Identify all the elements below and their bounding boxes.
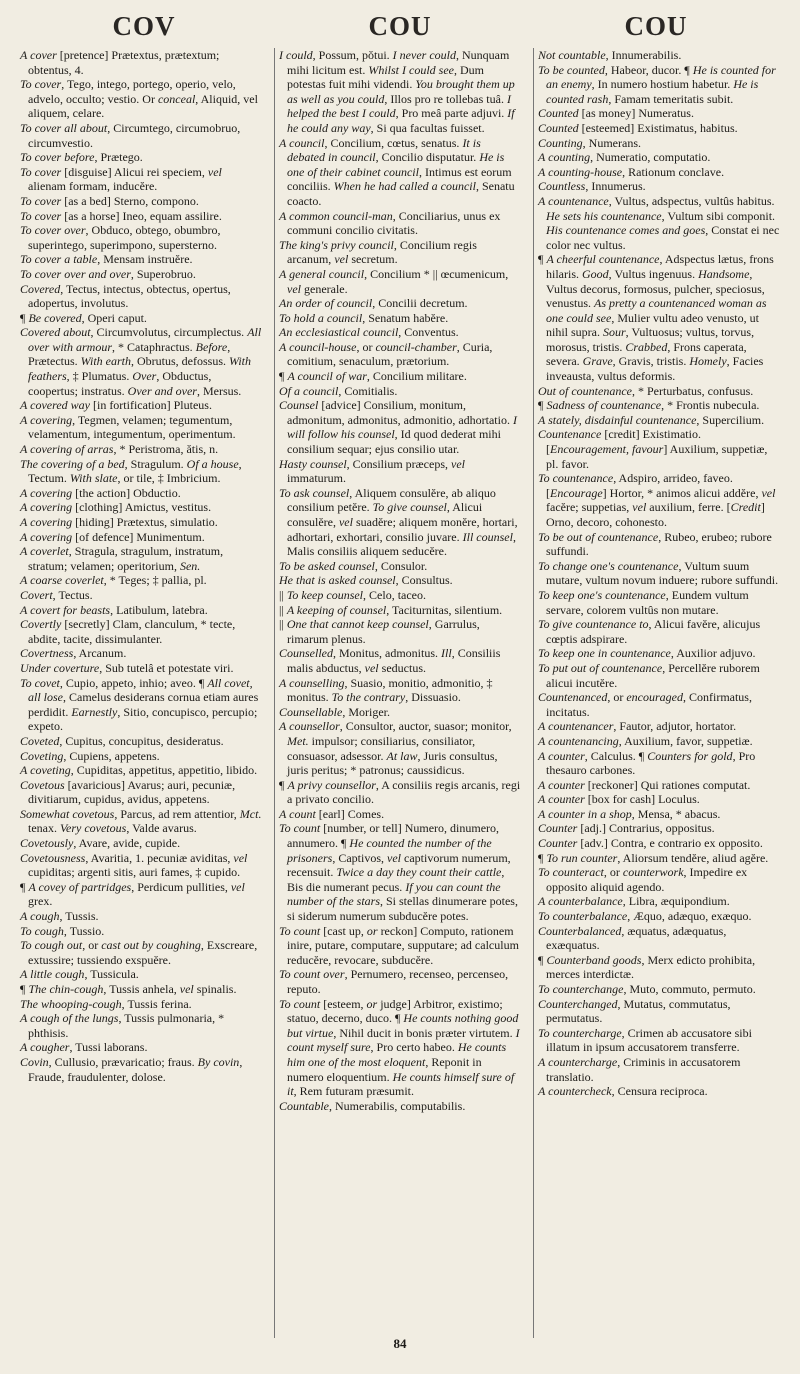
dictionary-entry: Countenanced, or encouraged, Confirmatus, incitatus. <box>538 690 752 719</box>
dictionary-entry: A covering [hiding] Prætextus, simulatio. <box>20 515 218 529</box>
dictionary-entry: A counter [reckoner] Qui rationes computat. <box>538 777 751 792</box>
dictionary-entry: To put out of countenance, Percellĕre ruborem alicui incutĕre. <box>538 660 760 690</box>
dictionary-entry: The covering of a bed, Stragulum. Of a house, Tectum. With slate, or tile, ‡ Imbricium. <box>20 456 242 486</box>
dictionary-entry: || One that cannot keep counsel, Garrulus, rimarum plenus. <box>279 617 480 646</box>
dictionary-entry: Out of countenance, * Perturbatus, confusus. <box>538 383 754 398</box>
dictionary-entry: To count [number, or tell] Numero, dinumero, annumero. ¶ He counted the number of the prisoners, Captivos, vel captivorum numerum, recensuit. Twice a day they count their cattle, Bis die numerant pecus. If you can count the number of the stars, Si stellas dinumerare potes, si siderum numerum subducĕre potes. <box>279 821 518 924</box>
dictionary-entry: Counterbalanced, æquatus, adæquatus, exæquatus. <box>538 923 727 953</box>
dictionary-entry: Covered, Tectus, intectus, obtectus, opertus, adopertus, involutus. <box>20 281 231 311</box>
dictionary-entry: Coveting, Cupiens, appetens. <box>20 748 160 763</box>
dictionary-entry: To keep one's countenance, Eundem vultum servare, colorem vultûs non mutare. <box>538 587 749 617</box>
dictionary-entry: To be asked counsel, Consulor. <box>279 558 428 573</box>
dictionary-entry: A counting, Numeratio, computatio. <box>538 150 711 165</box>
dictionary-entry: A covering, Tegmen, velamen; tegumentum, velamentum, integumentum, operimentum. <box>20 412 236 442</box>
dictionary-entry: A countenancing, Auxilium, favor, suppetiæ. <box>538 733 753 748</box>
dictionary-entry: A coarse coverlet, * Teges; ‡ pallia, pl. <box>20 573 207 588</box>
dictionary-entry: Not countable, Innumerabilis. <box>538 48 682 62</box>
dictionary-entry: To ask counsel, Aliquem consulĕre, ab aliquo consilium petĕre. To give counsel, Alicui consulĕre, vel suadĕre; aliquem monĕre, hortari, adhortari, exhortari, consilio juvare. Ill counsel, Malis consiliis aliquem seducĕre. <box>279 485 518 559</box>
dictionary-entry: A cover [pretence] Prætextus, prætextum; obtentus, 4. <box>20 48 220 77</box>
dictionary-entry: Somewhat covetous, Parcus, ad rem attentior, Mct. tenax. Very covetous, Valde avarus. <box>20 806 262 836</box>
running-head-right: COU <box>624 11 688 41</box>
page-number: 84 <box>393 1336 407 1351</box>
dictionary-entry: A general council, Concilium * || œcumenicum, vel generale. <box>279 266 509 296</box>
dictionary-entry: Coveted, Cupitus, concupitus, desideratus. <box>20 733 224 748</box>
running-heads <box>16 8 784 42</box>
dictionary-entry: Hasty counsel, Consilium præceps, vel immaturum. <box>279 456 465 486</box>
column-right <box>533 48 784 1338</box>
dictionary-entry: To keep one in countenance, Auxilior adjuvo. <box>538 646 756 661</box>
dictionary-entry: To countenance, Adspiro, arrideo, faveo. [Encourage] Hortor, * animos alicui addĕre, vel facĕre; suppetias, vel auxilium, ferre. [Credit] Orno, decoro, cohonesto. <box>538 471 776 529</box>
dictionary-entry: A counsellor, Consultor, auctor, suasor; monitor, Met. impulsor; consiliarius, consiliator, consuasor, adsessor. At law, Juris consultus, juris peritus; * patronus; caussidicus. <box>279 719 512 778</box>
dictionary-entry: To cough out, or cast out by coughing, Exscreare, extussire; tussiendo exspuĕre. <box>20 938 258 967</box>
dictionary-entry: Covered about, Circumvolutus, circumplectus. All over with armour, * Cataphractus. Before, Prætectus. With earth, Obrutus, defossus. With feathers, ‡ Plumatus. Over, Obductus, coopertus; instratus. Over and over, Mersus. <box>20 325 262 398</box>
dictionary-entry: Covetousness, Avaritia, 1. pecuniæ aviditas, vel cupiditas; argenti sitis, auri fames, ‡ cupido. <box>20 850 248 880</box>
dictionary-entry: Counting, Numerans. <box>538 135 641 150</box>
dictionary-entry: ¶ A covey of partridges, Perdicum pullities, vel grex. <box>20 879 245 909</box>
dictionary-entry: An order of council, Concilii decretum. <box>279 296 468 311</box>
dictionary-entry: To cover over, Obduco, obtego, obumbro, superintego, superimpono, supersterno. <box>20 223 221 252</box>
dictionary-entry: To cover before, Prætego. <box>20 150 143 165</box>
dictionary-entry: Under coverture, Sub tutelâ et potestate viri. <box>20 660 234 675</box>
dictionary-entry: A countenancer, Fautor, adjutor, hortator. <box>538 719 737 734</box>
dictionary-entry: A countercheck, Censura reciproca. <box>538 1084 708 1099</box>
dictionary-entry: ¶ A council of war, Concilium militare. <box>279 369 467 384</box>
dictionary-entry: Counterchanged, Mutatus, commutatus, permutatus. <box>538 996 731 1026</box>
dictionary-entry: Countenance [credit] Existimatio. [Encouragement, favour] Auxilium, suppetiæ, pl. favor. <box>538 427 768 471</box>
dictionary-entry: Covert, Tectus. <box>20 587 93 602</box>
dictionary-entry: To cover [as a bed] Sterno, compono. <box>20 193 199 208</box>
dictionary-entry: Counselled, Monitus, admonitus. Ill, Consiliis malis abductus, vel seductus. <box>279 646 501 675</box>
dictionary-entry: A covert for beasts, Latibulum, latebra. <box>20 602 208 617</box>
dictionary-entry: A cough, Tussis. <box>20 909 99 924</box>
dictionary-entry: To cover [disguise] Alicui rei speciem, vel alienam formam, inducĕre. <box>20 164 222 194</box>
dictionary-entry: ¶ A privy counsellor, A consiliis regis arcanis, regi a privato concilio. <box>279 777 521 807</box>
dictionary-entry: A countercharge, Criminis in accusatorem translatio. <box>538 1054 741 1084</box>
dictionary-entry: An ecclesiastical council, Conventus. <box>279 325 459 340</box>
dictionary-entry: Covetous [avaricious] Avarus; auri, pecuniæ, divitiarum, cupidus, avidus, appetens. <box>20 777 236 807</box>
dictionary-entry: ¶ Be covered, Operi caput. <box>20 310 147 325</box>
dictionary-entry: ¶ To run counter, Aliorsum tendĕre, aliud agĕre. <box>538 850 769 865</box>
dictionary-entry: A count [earl] Comes. <box>279 806 385 821</box>
dictionary-entry: To counteract, or counterwork, Impedire ex opposito aliquid agendo. <box>538 865 748 894</box>
dictionary-entry: A counterbalance, Libra, æquipondium. <box>538 894 730 909</box>
dictionary-entry: To cover, Tego, intego, portego, operio, velo, advelo, occulto; vestio. Or conceal, Aliquid, vel aliquem, celare. <box>20 77 258 121</box>
dictionary-entry: A council, Concilium, cœtus, senatus. It is debated in council, Concilio disputatur. He is one of their cabinet council, Intimus est eorum conciliis. When he had called a council, Senatu coacto. <box>279 135 515 208</box>
dictionary-entry: || A keeping of counsel, Taciturnitas, silentium. <box>279 602 503 617</box>
dictionary-entry: A counter in a shop, Mensa, * abacus. <box>538 806 721 821</box>
dictionary-entry: To change one's countenance, Vultum suum mutare, vultum novum induere; rubore suffundi. <box>538 558 779 588</box>
dictionary-entry: Countless, Innumerus. <box>538 179 646 194</box>
dictionary-entry: To give countenance to, Alicui favĕre, alicujus cœptis adspirare. <box>538 617 761 646</box>
dictionary-entry: A countenance, Vultus, adspectus, vultûs habitus. He sets his countenance, Vultum sibi componit. His countenance comes and goes, Constat ei nec color nec vultus. <box>538 193 780 252</box>
dictionary-entry: To be counted, Habeor, ducor. ¶ He is counted for an enemy, In numero hostium habetur. He is counted rash, Famam temeritatis subit. <box>538 62 776 106</box>
dictionary-entry: Counted [esteemed] Existimatus, habitus. <box>538 120 738 135</box>
dictionary-entry: A cough of the lungs, Tussis pulmonaria, * phthisis. <box>20 1011 225 1040</box>
dictionary-entry: To count [esteem, or judge] Arbitror, existimo; statuo, decerno, duco. ¶ He counts nothing good but virtue, Nihil ducit in bonis præter virtutem. I count myself sure, Pro certo habeo. He counts him one of the most eloquent, Reponit in numero eloquentium. He counts himself sure of it, Rem futuram præsumit. <box>279 996 520 1099</box>
dictionary-entry: A coverlet, Stragula, stragulum, instratum, stratum; velamen; operitorium, Sen. <box>20 544 224 573</box>
dictionary-entry: A little cough, Tussicula. <box>20 967 139 982</box>
dictionary-entry: Countable, Numerabilis, computabilis. <box>279 1098 466 1113</box>
dictionary-entry: A covered way [in fortification] Pluteus. <box>20 398 212 413</box>
dictionary-entry: To count over, Pernumero, recenseo, percenseo, reputo. <box>279 967 509 996</box>
dictionary-columns <box>16 48 784 1338</box>
dictionary-entry: To cover a table, Mensam instruĕre. <box>20 252 193 267</box>
dictionary-entry: Covertness, Arcanum. <box>20 646 127 661</box>
dictionary-entry: To counterchange, Muto, commuto, permuto. <box>538 982 756 996</box>
dictionary-entry: ¶ Counterband goods, Merx edicto prohibita, merces interdictæ. <box>538 952 756 982</box>
dictionary-entry: A counting-house, Rationum conclave. <box>538 164 725 179</box>
dictionary-entry: Covin, Cullusio, prævaricatio; fraus. By covin, Fraude, fraudulenter, dolose. <box>20 1054 243 1084</box>
dictionary-entry: To hold a council, Senatum habĕre. <box>279 310 449 325</box>
dictionary-entry: Counsel [advice] Consilium, monitum, admonitum, admonitus, admonitio, adhortatio. I will follow his counsel, Id quod dederat mihi consilium sequar; ejus consilio utar. <box>279 398 517 457</box>
column-left <box>16 48 266 1338</box>
running-head-middle: COU <box>368 11 432 41</box>
dictionary-entry: ¶ Sadness of countenance, * Frontis nubecula. <box>538 398 760 413</box>
dictionary-entry: Covetously, Avare, avide, cupide. <box>20 836 181 851</box>
dictionary-entry: To cover over and over, Superobruo. <box>20 266 196 281</box>
dictionary-entry: A covering [of defence] Munimentum. <box>20 529 205 544</box>
dictionary-entry: Covertly [secretly] Clam, clanculum, * tecte, abdite, tacite, dissimulanter. <box>20 617 236 646</box>
dictionary-entry: A coveting, Cupiditas, appetitus, appetitio, libido. <box>20 763 258 778</box>
dictionary-entry: I could, Possum, pŏtui. I never could, Nunquam mihi licitum est. Whilst I could see, Dum potestas fuit mihi videndi. You brought them up as well as you could, Illos pro re tollebas tuâ. I helped the best I could, Pro meâ parte adjuvi. If he could any way, Si qua facultas fuisset. <box>279 48 515 135</box>
dictionary-entry: Of a council, Comitialis. <box>279 383 398 398</box>
dictionary-entry: Counted [as money] Numeratus. <box>538 106 694 121</box>
dictionary-entry: To be out of countenance, Rubeo, erubeo; rubore suffundi. <box>538 529 772 559</box>
dictionary-entry: To counterbalance, Æquo, adæquo, exæquo. <box>538 909 752 924</box>
dictionary-entry: A cougher, Tussi laborans. <box>20 1040 148 1055</box>
dictionary-entry: Counter [adj.] Contrarius, oppositus. <box>538 821 715 836</box>
dictionary-entry: He that is asked counsel, Consultus. <box>279 573 453 588</box>
dictionary-entry: A counselling, Suasio, monitio, admonitio, ‡ monitus. To the contrary, Dissuasio. <box>279 675 493 705</box>
running-head-left: COV <box>112 11 176 41</box>
column-middle <box>274 48 525 1338</box>
dictionary-entry: A stately, disdainful countenance, Supercilium. <box>538 412 765 427</box>
dictionary-entry: ¶ The chin-cough, Tussis anhela, vel spinalis. <box>20 982 237 996</box>
dictionary-entry: A covering [the action] Obductio. <box>20 485 181 500</box>
dictionary-entry: A counter [box for cash] Loculus. <box>538 792 700 807</box>
dictionary-entry: To cover [as a horse] Ineo, equam assilire. <box>20 208 222 223</box>
dictionary-entry: Counter [adv.] Contra, e contrario ex opposito. <box>538 836 763 851</box>
dictionary-entry: To cover all about, Circumtego, circumobruo, circumvestio. <box>20 120 241 150</box>
dictionary-entry: To count [cast up, or reckon] Computo, rationem inire, putare, computare, supputare; ad calculum reducĕre, revocare, subducĕre. <box>279 923 519 967</box>
dictionary-entry: To covet, Cupio, appeto, inhio; aveo. ¶ All covet, all lose, Camelus desiderans cornua etiam aures perdidit. Earnestly, Sitio, concupisco, percupio; expeto. <box>20 675 259 734</box>
dictionary-entry: || To keep counsel, Celo, taceo. <box>279 587 427 602</box>
dictionary-entry: To cough, Tussio. <box>20 923 105 938</box>
dictionary-entry: A covering [clothing] Amictus, vestitus. <box>20 500 212 515</box>
dictionary-entry: ¶ A cheerful countenance, Adspectus lætus, frons hilaris. Good, Vultus ingenuus. Handsome, Vultus decorus, formosus, pulcher, speciosus, venustus. As pretty a countenanced woman as one could see, Mulier vultu adeo venusto, ut nihil supra. Sour, Vultuosus; vultus, torvus, morosus, tristis. Crabbed, Frons caperata, severa. Grave, Gravis, tristis. Homely, Facies inveausta, vultus deformis. <box>538 252 774 384</box>
dictionary-entry: Counsellable, Moriger. <box>279 704 390 719</box>
dictionary-entry: The king's privy council, Concilium regis arcanum, vel secretum. <box>279 237 477 267</box>
dictionary-entry: To countercharge, Crimen ab accusatore sibi illatum in ipsum accusatorem transferre. <box>538 1025 752 1055</box>
dictionary-entry: A council-house, or council-chamber, Curia, comitium, senaculum, prætorium. <box>279 339 493 369</box>
dictionary-entry: The whooping-cough, Tussis ferina. <box>20 996 192 1011</box>
dictionary-entry: A counter, Calculus. ¶ Counters for gold, Pro thesauro carbones. <box>538 748 756 778</box>
dictionary-entry: A common council-man, Conciliarius, unus ex communi concilio civitatis. <box>279 208 501 238</box>
dictionary-entry: A covering of arras, * Peristroma, ătis, n. <box>20 442 219 457</box>
